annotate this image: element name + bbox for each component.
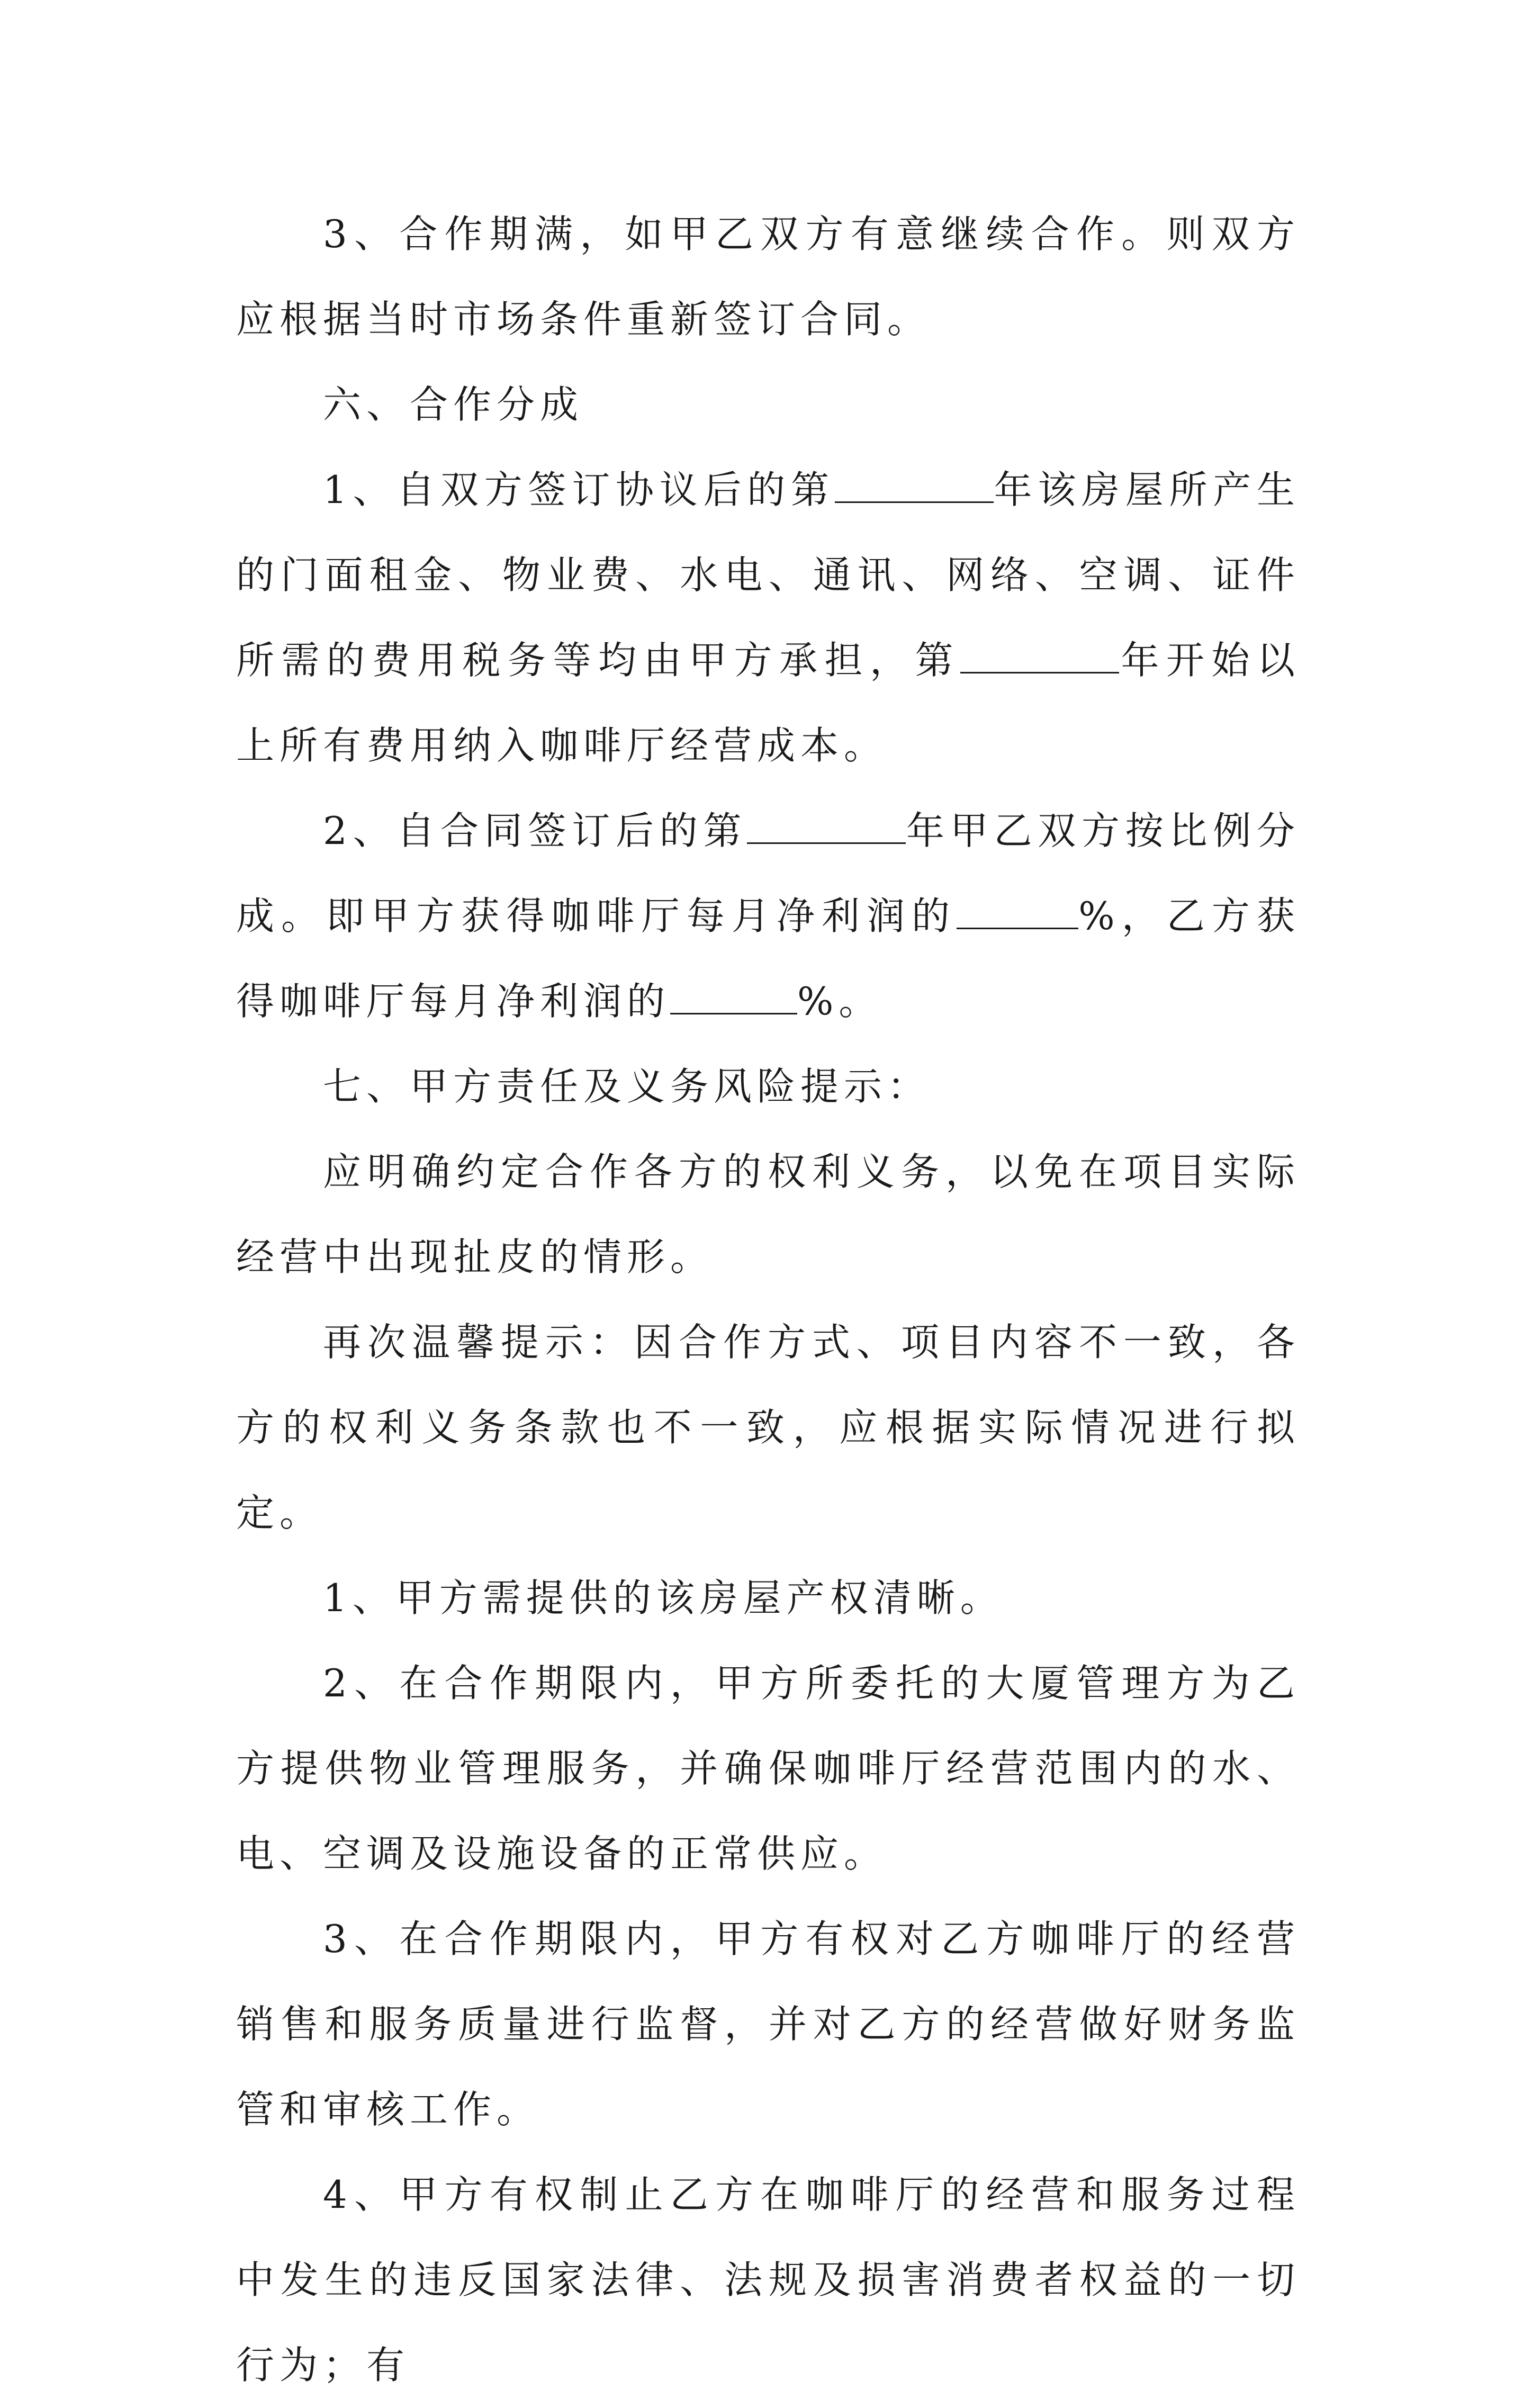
fill-in-blank (747, 811, 906, 844)
clause-2: 2、在合作期限内，甲方所委托的大厦管理方为乙方提供物业管理服务，并确保咖啡厅经营范围内的水、电、空调及设施设备的正常供应。 (236, 1661, 1300, 1876)
clause-1: 1、甲方需提供的该房屋产权清晰。 (323, 1576, 1004, 1620)
section-heading-profit-sharing: 六、合作分成 (323, 382, 584, 427)
paragraph-cost-bearing (236, 447, 1300, 788)
paragraph-term-expiry: 3、合作期满，如甲乙双方有意继续合作。则双方应根据当时市场条件重新签订合同。 (236, 212, 1300, 342)
cost-text-2: 年该房屋所产生的门面租金、物业费、水电、通讯、网络、空调、证件所需的费用税务等均由甲方承担，第 (236, 468, 1300, 682)
ratio-text-3: %，乙方获得咖啡厅每月净利润的 (236, 894, 1300, 1023)
section-heading-party-a-duties: 七、甲方责任及义务风险提示： (323, 1064, 931, 1109)
clause-3: 3、在合作期限内，甲方有权对乙方咖啡厅的经营销售和服务质量进行监督，并对乙方的经营做好财务监管和审核工作。 (236, 1917, 1300, 2132)
ratio-text-1: 2、自合同签订后的第 (323, 808, 747, 853)
clause-4: 4、甲方有权制止乙方在咖啡厅的经营和服务过程中发生的违反国家法律、法规及损害消费者权益的一切行为；有 (236, 2172, 1300, 2387)
ratio-text-4: %。 (797, 979, 882, 1023)
cost-text-1: 1、自双方签订协议后的第 (323, 468, 835, 512)
paragraph-risk-note: 应明确约定合作各方的权利义务，以免在项目实际经营中出现扯皮的情形。 (236, 1149, 1300, 1279)
fill-in-blank (835, 470, 994, 503)
ratio-text-2: 年甲乙双方按比例分成。即甲方获得咖啡厅每月净利润的 (236, 808, 1300, 938)
paragraph-reminder: 再次温馨提示：因合作方式、项目内容不一致，各方的权利义务条款也不一致，应根据实际情况进行拟定。 (236, 1320, 1300, 1535)
document-body (236, 192, 1300, 2408)
cost-text-3: 年开始以上所有费用纳入咖啡厅经营成本。 (236, 638, 1300, 768)
fill-in-blank (960, 640, 1119, 673)
fill-in-blank (670, 981, 797, 1014)
fill-in-blank (957, 896, 1078, 929)
paragraph-profit-ratio (236, 788, 1300, 1044)
